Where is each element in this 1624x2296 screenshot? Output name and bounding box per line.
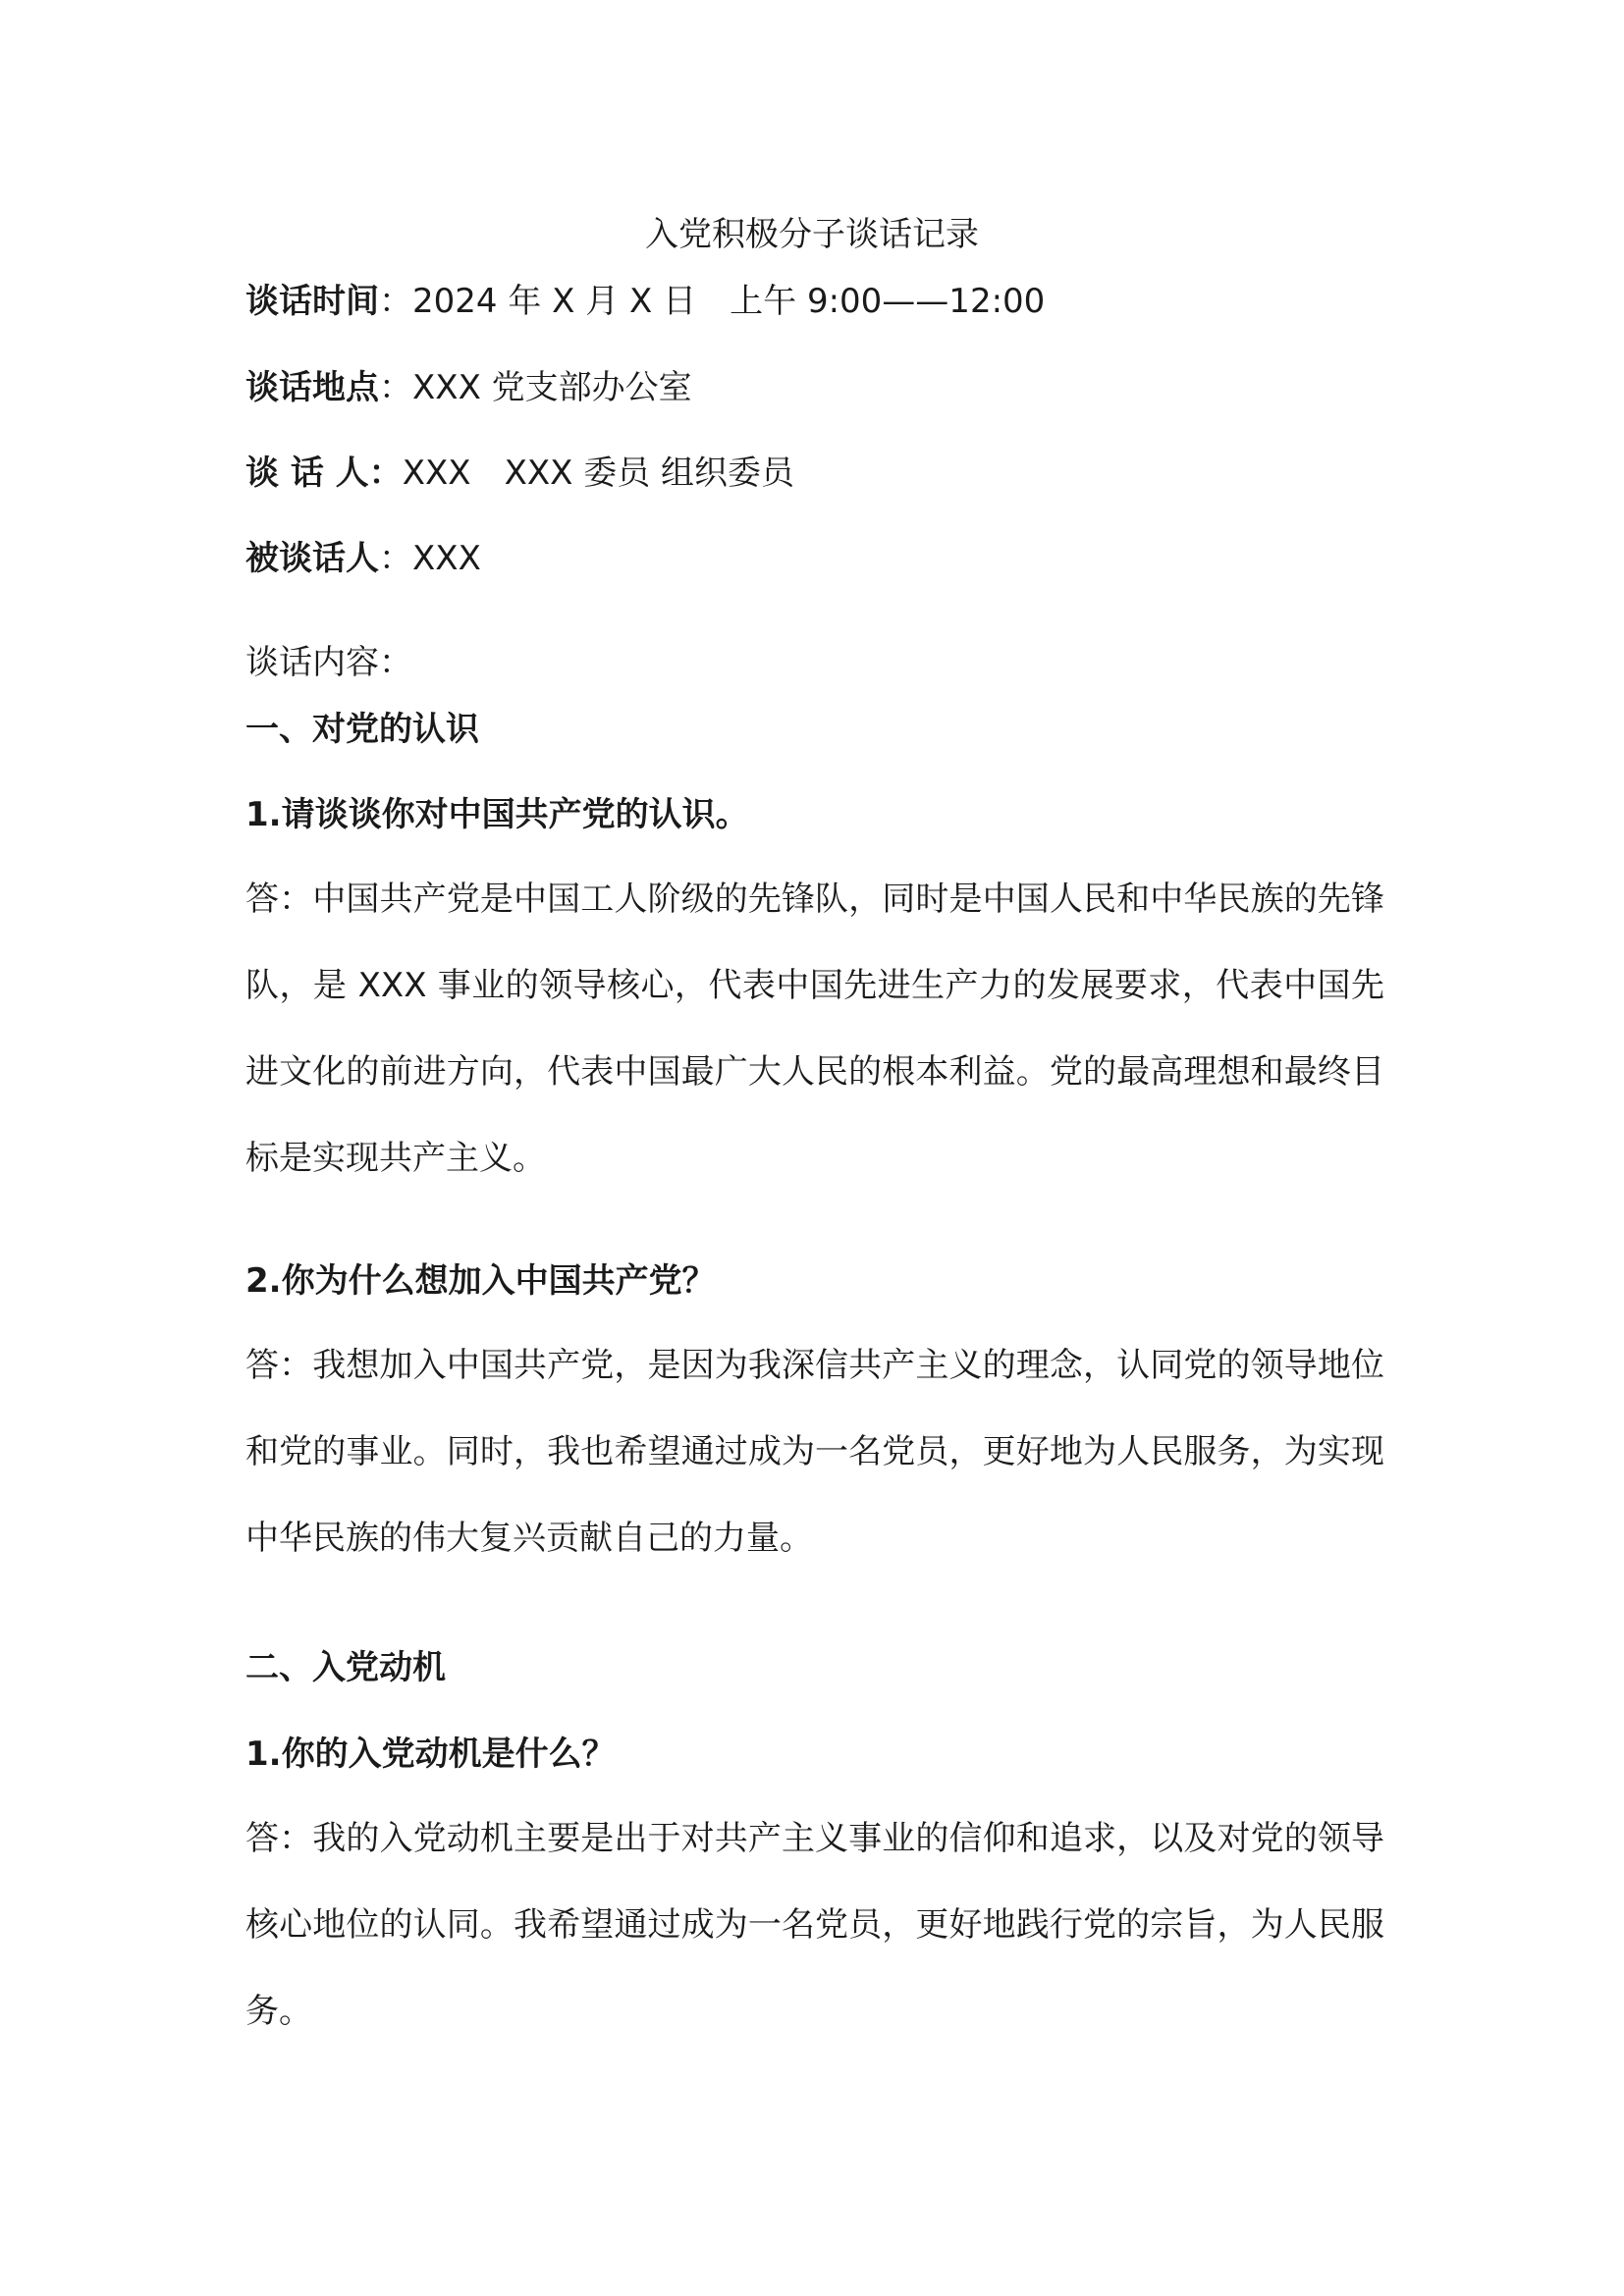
meta-interviewer-row	[245, 449, 1384, 498]
answer-1-1: 答：中国共产党是中国工人阶级的先锋队，同时是中国人民和中华民族的先锋队，是 XXX 事业的领导核心，代表中国先进生产力的发展要求，代表中国先进文化的前进方向，代表中国最广大人民的根本利益。党的最高理想和最终目标是实现共产主义。	[245, 880, 1384, 1178]
answer-2-1: 答：我的入党动机主要是出于对共产主义事业的信仰和追求，以及对党的领导核心地位的认同。我希望通过成为一名党员，更好地践行党的宗旨，为人民服务。	[245, 1819, 1384, 2031]
meta-time-label: 谈话时间	[245, 282, 379, 321]
question-2-1: 1.你的入党动机是什么？	[245, 1735, 616, 1774]
content-label: 谈话内容：	[245, 643, 412, 682]
meta-time-row	[245, 277, 1384, 326]
meta-place-row	[245, 363, 1384, 412]
meta-interviewee-value: XXX	[412, 539, 481, 578]
question-1-2: 2.你为什么想加入中国共产党？	[245, 1261, 716, 1301]
section-heading-1: 一、对党的认识	[245, 710, 479, 749]
section-heading-2: 二、入党动机	[245, 1648, 446, 1687]
meta-interviewer-value: XXX XXX 委员 组织委员	[402, 454, 795, 493]
answer-1-2: 答：我想加入中国共产党，是因为我深信共产主义的理念，认同党的领导地位和党的事业。同时，我也希望通过成为一名党员，更好地为人民服务，为实现中华民族的伟大复兴贡献自己的力量。	[245, 1346, 1384, 1558]
meta-place-label: 谈话地点	[245, 368, 379, 407]
meta-interviewer-label: 谈 话 人：	[245, 454, 403, 493]
meta-interviewee-row	[245, 534, 1384, 583]
meta-time-sep: ：	[379, 282, 412, 321]
meta-interviewee-label: 被谈话人	[245, 539, 379, 578]
meta-place-sep: ：	[379, 368, 412, 407]
meta-place-value: XXX 党支部办公室	[412, 368, 692, 407]
meta-interviewee-sep: ：	[379, 539, 412, 578]
meta-time-value: 2024 年 X 月 X 日 上午 9:00——12:00	[412, 282, 1046, 321]
document-title: 入党积极分子谈话记录	[645, 215, 979, 254]
question-1-1: 1.请谈谈你对中国共产党的认识。	[245, 795, 749, 834]
